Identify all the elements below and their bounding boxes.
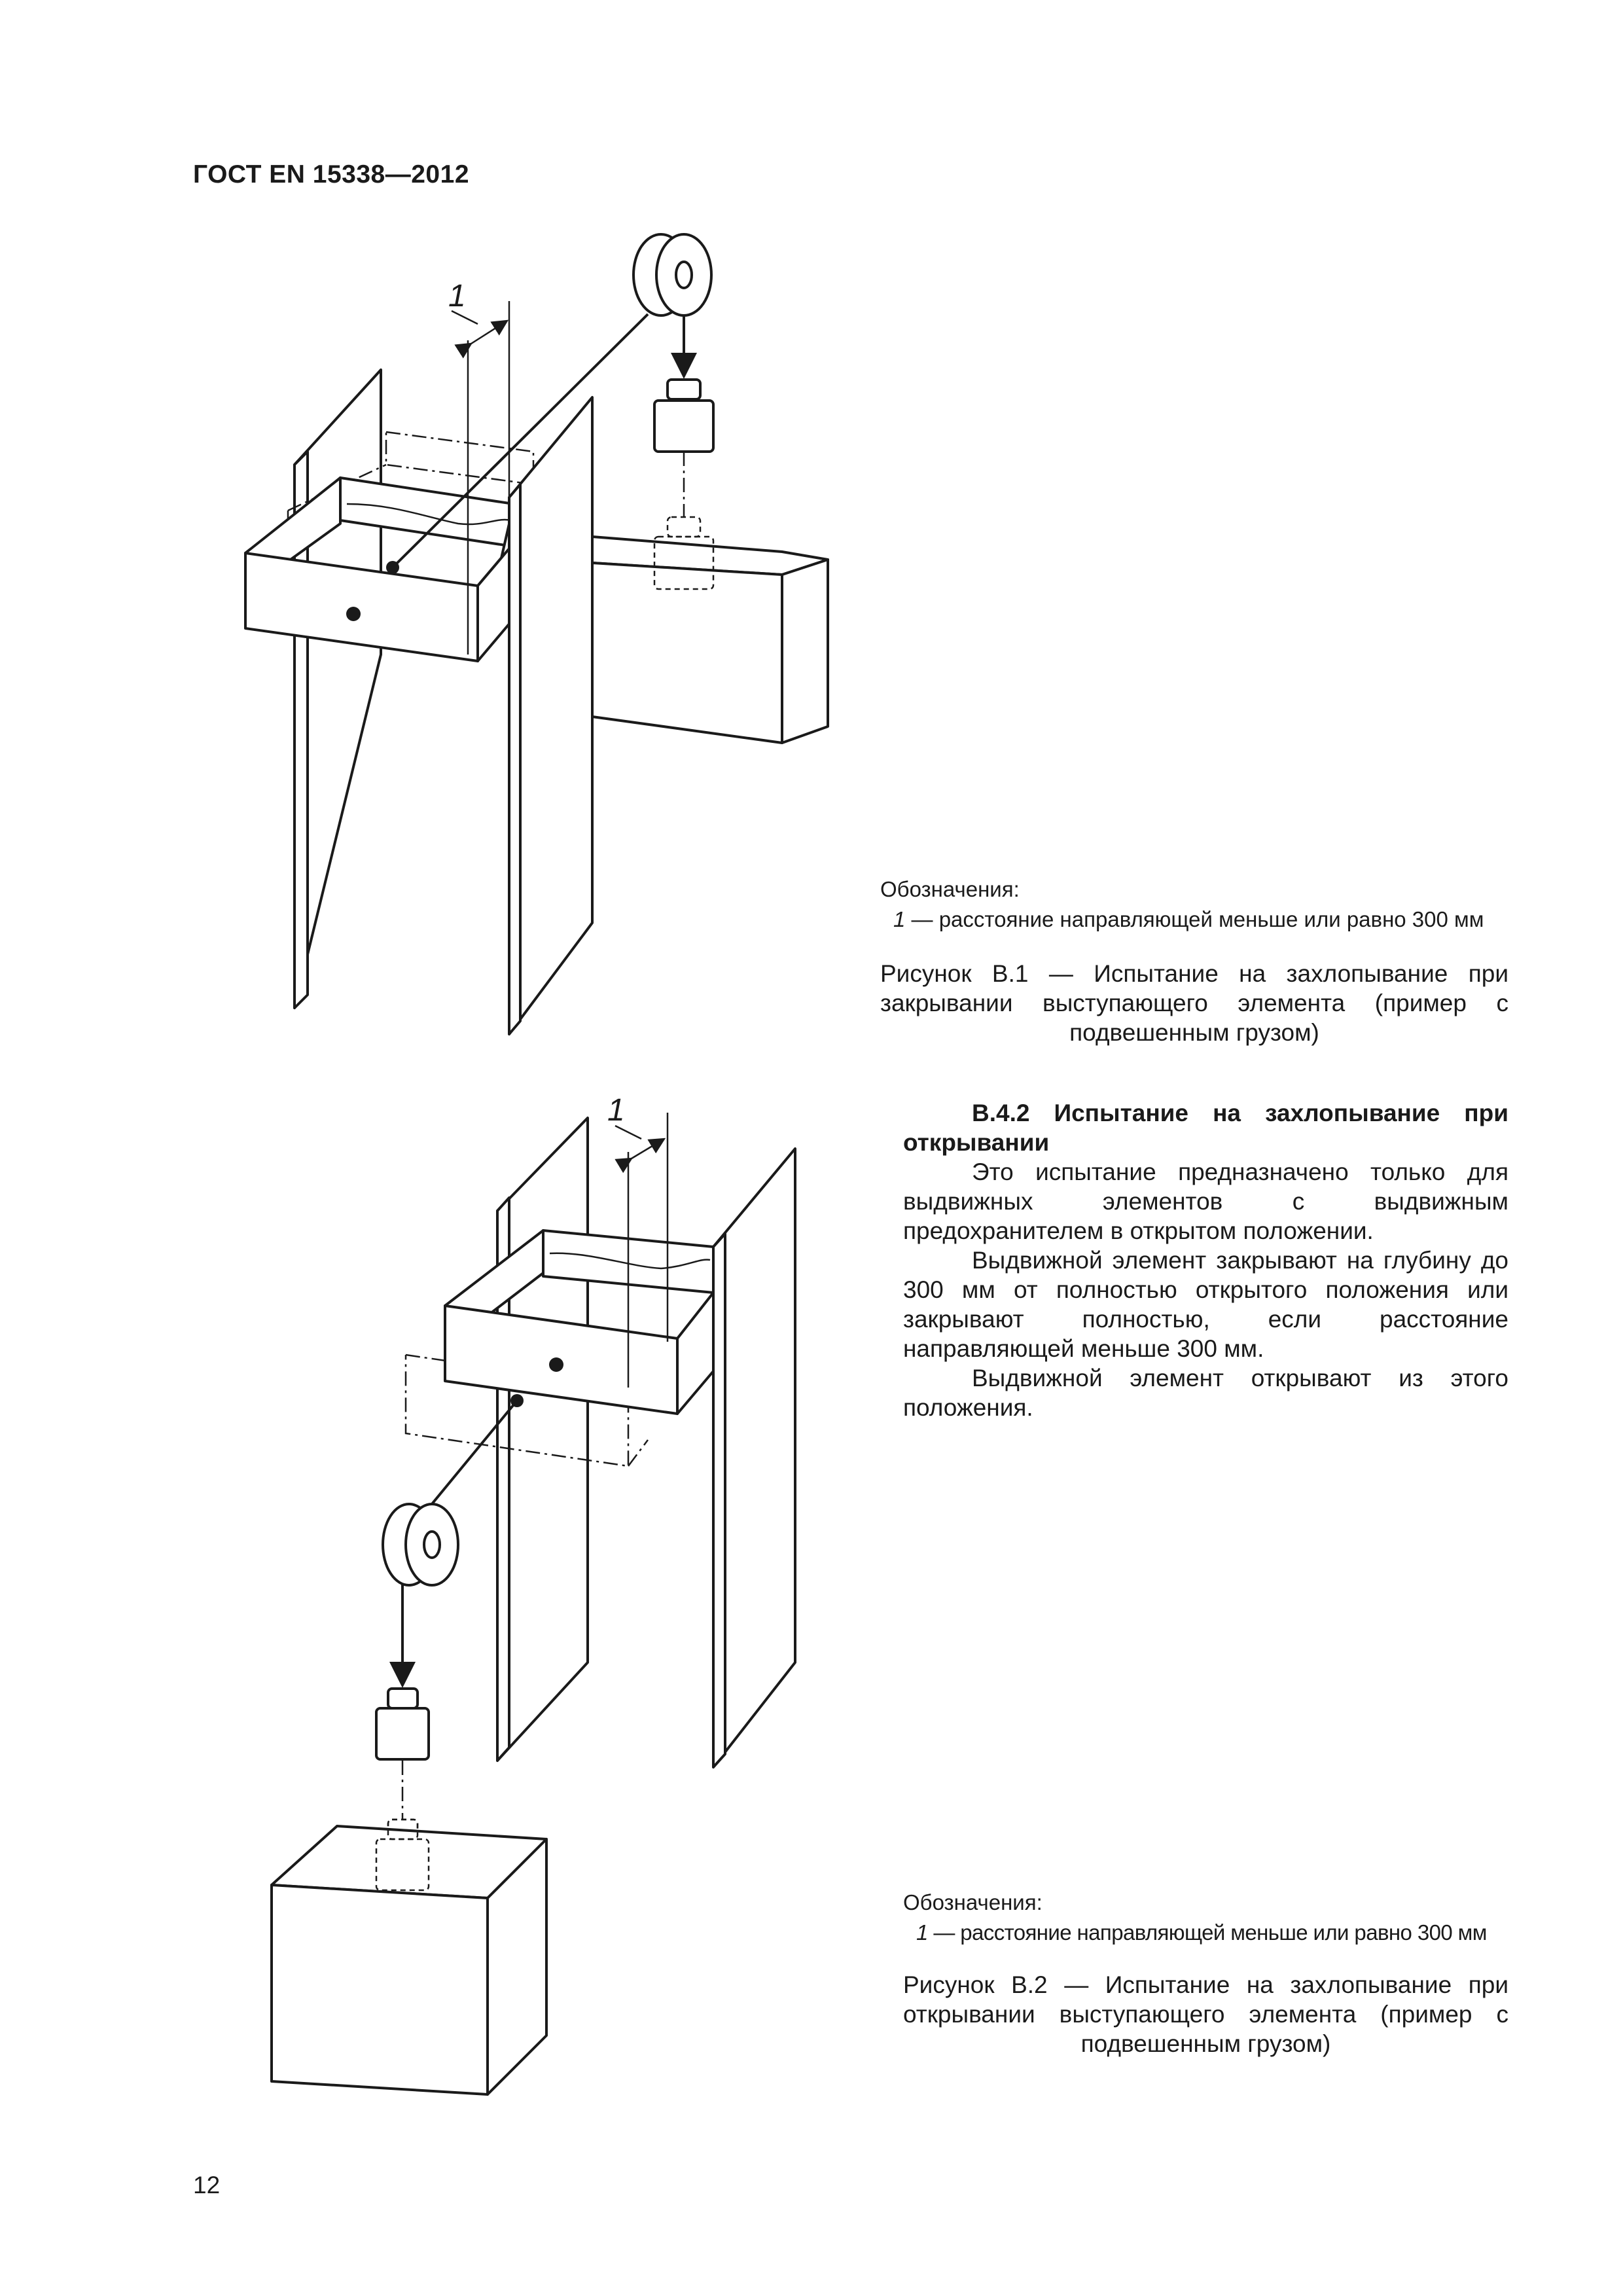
page-number: 12 — [193, 2172, 221, 2198]
legend-number: 1 — [893, 907, 906, 931]
fig1-weight — [654, 401, 713, 452]
section-paragraph-3: Выдвижной элемент открывают из этого положения. — [903, 1365, 1508, 1421]
fig1-right-panel — [509, 397, 592, 1034]
legend-text: — расстояние направляющей меньше или равно 300 мм — [927, 1920, 1487, 1945]
legend-item — [916, 1920, 1508, 1945]
fig2-rear-panel — [497, 1118, 588, 1761]
legend-title: Обозначения: — [903, 1890, 1043, 1914]
fig1-drawer-handle — [346, 607, 361, 621]
fig2-base-block — [272, 1820, 546, 2094]
fig2-weight — [376, 1708, 429, 1759]
fig2-front-panel — [713, 1149, 795, 1767]
figure-1-legend — [880, 877, 1508, 932]
legend-number: 1 — [916, 1920, 928, 1945]
figure-1-caption: Рисунок B.1 — Испытание на захлопывание при закрывании выступающего элемента (пример с подвешенным грузом) — [880, 960, 1508, 1046]
section-paragraph-1: Это испытание предназначено только для выдвижных элементов с выдвижным предохранителем в открытом положении. — [903, 1158, 1508, 1244]
figure-1-drawing — [245, 234, 828, 1034]
legend-text: — расстояние направляющей меньше или равно 300 мм — [905, 907, 1484, 931]
fig1-support-block — [592, 537, 828, 743]
section-heading: B.4.2 Испытание на захлопывание при открывании — [903, 1100, 1508, 1156]
legend-item — [893, 907, 1508, 932]
document-header: ГОСТ EN 15338—2012 — [193, 160, 470, 188]
figure-2-caption: Рисунок B.2 — Испытание на захлопывание при открывании выступающего элемента (пример с подвешенным грузом) — [903, 1971, 1508, 2057]
section-paragraph-2: Выдвижной элемент закрывают на глубину до 300 мм от полностью открытого положения или закрывают полностью, если расстояние направляющей меньше 300 мм. — [903, 1247, 1508, 1362]
fig1-left-panel — [294, 370, 381, 1008]
fig2-drawer-handle — [549, 1357, 563, 1372]
figure-2-legend — [903, 1890, 1508, 1945]
legend-title: Обозначения: — [880, 877, 1020, 901]
figure-2-drawing — [272, 1093, 795, 2094]
fig2-callout-number: 1 — [607, 1093, 625, 1128]
fig1-callout-number: 1 — [448, 279, 466, 314]
section-b-4-2 — [903, 1098, 1508, 1422]
